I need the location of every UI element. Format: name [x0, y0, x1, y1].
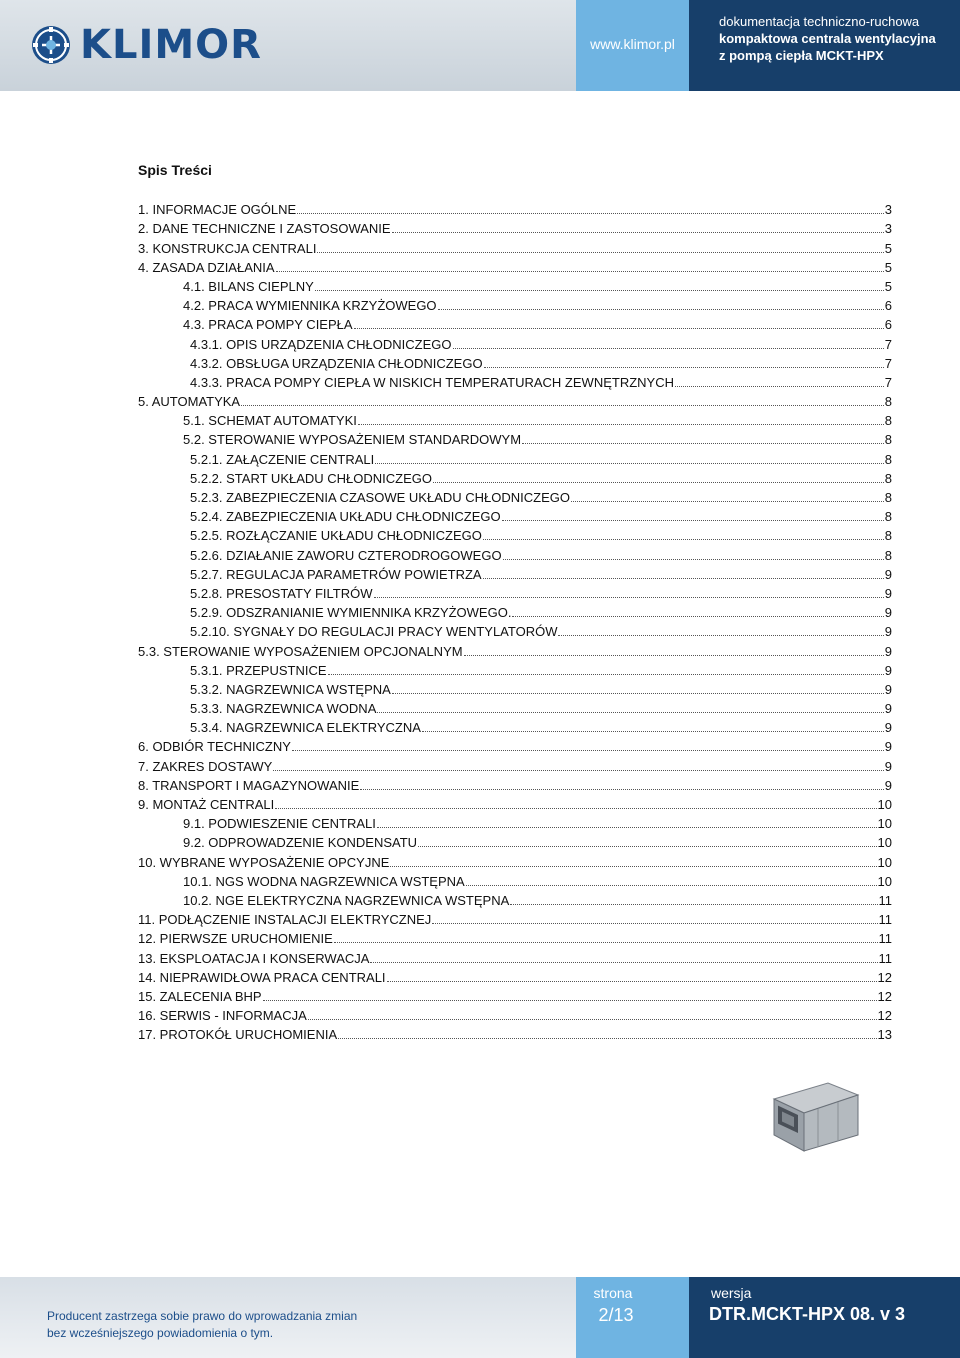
- toc-leader-dots: [675, 386, 884, 387]
- website-link[interactable]: www.klimor.pl: [590, 36, 675, 52]
- toc-leader-dots: [297, 213, 884, 214]
- toc-entry[interactable]: [138, 698, 892, 717]
- toc-entry-page: 8: [884, 432, 892, 448]
- toc-entry-page: 8: [884, 451, 892, 467]
- toc-leader-dots: [358, 424, 884, 425]
- toc-leader-dots: [418, 846, 876, 847]
- toc-entry[interactable]: [138, 1024, 892, 1043]
- toc-entry-page: 5: [884, 278, 892, 294]
- toc-entry-page: 9: [884, 643, 892, 659]
- toc-leader-dots: [338, 1038, 876, 1039]
- toc-entry[interactable]: [138, 736, 892, 755]
- toc-leader-dots: [328, 674, 884, 675]
- toc-leader-dots: [377, 712, 883, 713]
- toc-entry-page: 9: [884, 624, 892, 640]
- toc-entry-page: 9: [884, 566, 892, 582]
- toc-leader-dots: [503, 559, 884, 560]
- toc-leader-dots: [276, 271, 884, 272]
- toc-leader-dots: [392, 232, 884, 233]
- toc-entry[interactable]: [138, 333, 892, 352]
- toc-entry-page: 8: [884, 490, 892, 505]
- doc-product-model: z pompą ciepła MCKT-HPX: [719, 48, 884, 63]
- toc-entry-page: 8: [884, 528, 892, 544]
- toc-entry[interactable]: [138, 775, 892, 794]
- toc-leader-dots: [241, 405, 884, 406]
- toc-entry[interactable]: [138, 506, 892, 525]
- toc-entry-title: 5.2.3. ZABEZPIECZENIA CZASOWE UKŁADU CHŁODNICZEGO: [190, 490, 570, 505]
- toc-entry[interactable]: [138, 909, 892, 928]
- version-panel: [689, 1277, 960, 1358]
- toc-entry-page: 5: [884, 259, 892, 275]
- toc-entry[interactable]: [138, 372, 892, 391]
- toc-entry-page: 9: [884, 662, 892, 678]
- toc-leader-dots: [558, 635, 883, 636]
- page-number: 2/13: [598, 1305, 634, 1325]
- toc-entry[interactable]: [138, 276, 892, 295]
- toc-leader-dots: [464, 655, 884, 656]
- toc-leader-dots: [392, 693, 884, 694]
- logo-panel: [0, 0, 576, 91]
- toc-entry-title: 5.3.1. PRZEPUSTNICE: [190, 662, 327, 678]
- toc-entry-title: 4.1. BILANS CIEPLNY: [183, 278, 314, 294]
- toc-entry-page: 9: [884, 701, 892, 717]
- toc-leader-dots: [308, 1019, 877, 1020]
- toc-entry-title: 12. PIERWSZE URUCHOMIENIE: [138, 931, 333, 947]
- toc-leader-dots: [432, 923, 877, 924]
- disclaimer-line-2: bez wcześniejszego powiadomienia o tym.: [47, 1326, 274, 1340]
- toc-entry-title: 7. ZAKRES DOSTAWY: [138, 758, 273, 774]
- toc-entry-page: 8: [884, 394, 892, 410]
- version-value: DTR.MCKT-HPX 08. v 3: [709, 1304, 906, 1324]
- toc-entry[interactable]: [138, 640, 892, 659]
- toc-entry-page: 7: [884, 374, 892, 390]
- toc-entry-page: 9: [884, 758, 892, 774]
- doc-type: dokumentacja techniczno-ruchowa: [719, 14, 920, 29]
- toc-entry-title: 16. SERWIS - INFORMACJA: [138, 1008, 307, 1024]
- toc-entry-title: 4.3. PRACA POMPY CIEPŁA: [183, 317, 353, 333]
- toc-entry-page: 10: [877, 797, 892, 812]
- page-number-panel: [576, 1277, 689, 1358]
- toc-entry[interactable]: [138, 660, 892, 679]
- toc-entry-title: 14. NIEPRAWIDŁOWA PRACA CENTRALI: [138, 969, 386, 985]
- toc-leader-dots: [263, 1000, 877, 1001]
- toc-entry[interactable]: [138, 717, 892, 736]
- toc-entry-page: 7: [884, 336, 892, 352]
- toc-entry[interactable]: [138, 583, 892, 602]
- toc-entry[interactable]: [138, 353, 892, 372]
- toc-leader-dots: [484, 367, 884, 368]
- toc-entry[interactable]: [138, 755, 892, 774]
- toc-entry-title: 17. PROTOKÓŁ URUCHOMIENIA: [138, 1027, 338, 1043]
- toc-entry[interactable]: [138, 967, 892, 986]
- page-header: [0, 0, 960, 91]
- toc-entry-page: 3: [884, 202, 892, 218]
- toc-leader-dots: [390, 866, 876, 867]
- toc-entry-page: 9: [884, 605, 892, 621]
- toc-entry[interactable]: [138, 448, 892, 467]
- toc-entry[interactable]: [138, 832, 892, 851]
- toc-entry[interactable]: [138, 813, 892, 832]
- toc-entry-title: 15. ZALECENIA BHP: [138, 988, 262, 1004]
- toc-entry-title: 8. TRANSPORT I MAGAZYNOWANIE: [138, 777, 360, 793]
- toc-entry-title: 10.2. NGE ELEKTRYCZNA NAGRZEWNICA WSTĘPNA: [183, 892, 510, 908]
- toc-leader-dots: [273, 770, 883, 771]
- toc-leader-dots: [360, 789, 883, 790]
- toc-leader-dots: [354, 328, 884, 329]
- toc-entry-page: 8: [884, 413, 892, 429]
- toc-entry-page: 3: [884, 221, 892, 237]
- page-footer: [0, 1277, 960, 1358]
- disclaimer: [47, 1308, 357, 1342]
- toc-entry[interactable]: [138, 890, 892, 909]
- page-label: strona: [593, 1285, 633, 1301]
- toc-leader-dots: [370, 962, 877, 963]
- toc-entry-title: 5.2.6. DZIAŁANIE ZAWORU CZTERODROGOWEGO: [190, 547, 502, 563]
- toc-entry-title: 5.2.7. REGULACJA PARAMETRÓW POWIETRZA: [190, 566, 482, 582]
- toc-entry-page: 10: [877, 873, 892, 889]
- toc-entry-title: 9.2. ODPROWADZENIE KONDENSATU: [183, 835, 418, 851]
- toc-entry-title: 4.3.3. PRACA POMPY CIEPŁA W NISKICH TEMPERATURACH ZEWNĘTRZNYCH: [190, 374, 674, 390]
- klimor-emblem-icon: [30, 24, 72, 66]
- toc-entry[interactable]: [138, 199, 892, 218]
- toc-entry-page: 8: [884, 547, 892, 563]
- toc-entry[interactable]: [138, 947, 892, 966]
- toc-entry[interactable]: [138, 295, 892, 314]
- toc-leader-dots: [466, 885, 877, 886]
- toc-entry-title: 4.2. PRACA WYMIENNIKA KRZYŻOWEGO: [183, 298, 437, 314]
- toc-entry-title: 5.3.4. NAGRZEWNICA ELEKTRYCZNA: [190, 720, 421, 736]
- toc-entry-title: 5.2.5. ROZŁĄCZANIE UKŁADU CHŁODNICZEGO: [190, 528, 482, 544]
- toc-entry-title: 4. ZASADA DZIAŁANIA: [138, 259, 275, 275]
- toc-entry[interactable]: [138, 468, 892, 487]
- toc-entry-title: 10.1. NGS WODNA NAGRZEWNICA WSTĘPNA: [183, 873, 465, 889]
- product-unit-image: [768, 1077, 860, 1157]
- toc-entry-page: 9: [884, 720, 892, 736]
- toc-entry-title: 5.3.3. NAGRZEWNICA WODNA: [190, 701, 377, 717]
- toc-entry-page: 13: [877, 1027, 892, 1043]
- url-panel: [576, 0, 689, 91]
- toc-entry-title: 5.2.2. START UKŁADU CHŁODNICZEGO: [190, 470, 433, 486]
- toc-entry-title: 1. INFORMACJE OGÓLNE: [138, 202, 297, 218]
- toc-entry[interactable]: [138, 525, 892, 544]
- toc-leader-dots: [522, 443, 884, 444]
- toc-entry-title: 5.2.9. ODSZRANIANIE WYMIENNIKA KRZYŻOWEGO.: [190, 605, 512, 621]
- toc-leader-dots: [375, 463, 884, 464]
- toc-entry[interactable]: [138, 871, 892, 890]
- toc-entry-page: 11: [878, 931, 892, 947]
- toc-entry-page: 12: [877, 988, 892, 1004]
- brand-name: KLIMOR: [80, 22, 262, 68]
- toc-leader-dots: [315, 290, 884, 291]
- toc-entry-title: 10. WYBRANE WYPOSAŻENIE OPCYJNE: [138, 854, 390, 870]
- toc-leader-dots: [374, 597, 884, 598]
- toc-entry[interactable]: [138, 257, 892, 276]
- toc-leader-dots: [453, 348, 884, 349]
- toc-entry[interactable]: [138, 679, 892, 698]
- toc-entry-title: 11. PODŁĄCZENIE INSTALACJI ELEKTRYCZNEJ: [138, 912, 432, 928]
- toc-entry-page: 10: [877, 816, 892, 832]
- toc-entry[interactable]: [138, 986, 892, 1005]
- toc-entry-page: 7: [884, 355, 892, 371]
- toc-entry-title: 5. AUTOMATYKA: [138, 394, 241, 410]
- document-title: [719, 13, 936, 64]
- toc-entry[interactable]: [138, 391, 892, 410]
- toc-entry-title: 5.2. STEROWANIE WYPOSAŻENIEM STANDARDOWYM: [183, 432, 522, 448]
- toc-entry[interactable]: [138, 314, 892, 333]
- toc-entry-page: 5: [884, 240, 892, 256]
- toc-entry-title: 5.2.1. ZAŁĄCZENIE CENTRALI: [190, 451, 375, 467]
- toc-entry[interactable]: [138, 544, 892, 563]
- document-info-panel: [689, 0, 960, 91]
- klimor-logo: [30, 24, 262, 66]
- toc-leader-dots: [571, 501, 884, 502]
- toc-entry[interactable]: [138, 410, 892, 429]
- toc-entry-page: 11: [878, 912, 892, 928]
- toc-entry[interactable]: [138, 487, 892, 506]
- toc-entry[interactable]: [138, 218, 892, 237]
- toc-leader-dots: [433, 482, 884, 483]
- toc-entry[interactable]: [138, 794, 892, 813]
- disclaimer-line-1: Producent zastrzega sobie prawo do wprowadzania zmian: [47, 1309, 358, 1323]
- version-label: wersja: [711, 1285, 752, 1301]
- toc-entry-title: 5.1. SCHEMAT AUTOMATYKI: [183, 413, 357, 429]
- toc-entry[interactable]: [138, 928, 892, 947]
- toc-entry-page: 11: [878, 950, 892, 966]
- toc-entry-page: 9: [884, 739, 892, 755]
- toc-entry-title: 13. EKSPLOATACJA I KONSERWACJA: [138, 950, 370, 966]
- toc-leader-dots: [483, 539, 884, 540]
- toc-leader-dots: [502, 520, 884, 521]
- toc-entry-title: 6. ODBIÓR TECHNICZNY: [138, 739, 291, 755]
- toc-entry[interactable]: [138, 621, 892, 640]
- toc-leader-dots: [483, 578, 884, 579]
- toc-entry-title: 5.2.10. SYGNAŁY DO REGULACJI PRACY WENTYLATORÓW: [190, 624, 558, 640]
- toc-leader-dots: [334, 942, 878, 943]
- toc-leader-dots: [510, 904, 877, 905]
- toc-entry-page: 10: [877, 835, 892, 851]
- toc-entry-title: 5.2.4. ZABEZPIECZENIA UKŁADU CHŁODNICZEGO: [190, 509, 501, 525]
- toc-entry-page: 9: [884, 681, 892, 697]
- toc-entry-title: 3. KONSTRUKCJA CENTRALI: [138, 240, 317, 256]
- toc-entry-title: 5.2.8. PRESOSTATY FILTRÓW: [190, 585, 373, 601]
- toc-entry-title: 9. MONTAŻ CENTRALI: [138, 797, 275, 812]
- toc-leader-dots: [438, 309, 884, 310]
- table-of-contents: [138, 199, 892, 1043]
- toc-entry[interactable]: [138, 237, 892, 256]
- toc-entry-page: 9: [884, 585, 892, 601]
- toc-entry-page: 12: [877, 969, 892, 985]
- toc-leader-dots: [292, 750, 884, 751]
- doc-product: kompaktowa centrala wentylacyjna: [719, 31, 936, 46]
- toc-entry[interactable]: [138, 1005, 892, 1024]
- toc-leader-dots: [377, 827, 877, 828]
- toc-title: Spis Treści: [138, 162, 212, 178]
- toc-entry-page: 10: [877, 854, 892, 870]
- toc-entry-title: 5.3. STEROWANIE WYPOSAŻENIEM OPCJONALNYM: [138, 643, 463, 659]
- toc-entry-page: 8: [884, 509, 892, 525]
- toc-leader-dots: [317, 252, 883, 253]
- toc-entry-title: 2. DANE TECHNICZNE I ZASTOSOWANIE: [138, 221, 391, 237]
- toc-entry-page: 8: [884, 470, 892, 486]
- toc-entry-title: 4.3.2. OBSŁUGA URZĄDZENIA CHŁODNICZEGO: [190, 355, 483, 371]
- toc-leader-dots: [275, 808, 876, 809]
- toc-entry[interactable]: [138, 564, 892, 583]
- toc-entry[interactable]: [138, 851, 892, 870]
- footer-note-panel: [0, 1277, 576, 1358]
- toc-entry-title: 9.1. PODWIESZENIE CENTRALI: [183, 816, 376, 832]
- toc-entry-title: 5.3.2. NAGRZEWNICA WSTĘPNA: [190, 681, 391, 697]
- toc-leader-dots: [387, 981, 877, 982]
- toc-entry[interactable]: [138, 602, 892, 621]
- toc-entry[interactable]: [138, 429, 892, 448]
- toc-leader-dots: [512, 616, 883, 617]
- toc-entry-page: 6: [884, 317, 892, 333]
- toc-entry-title: 4.3.1. OPIS URZĄDZENIA CHŁODNICZEGO: [190, 336, 452, 352]
- toc-entry-page: 6: [884, 298, 892, 314]
- toc-entry-page: 9: [884, 777, 892, 793]
- toc-leader-dots: [422, 731, 884, 732]
- toc-entry-page: 11: [878, 892, 892, 908]
- toc-entry-page: 12: [877, 1008, 892, 1024]
